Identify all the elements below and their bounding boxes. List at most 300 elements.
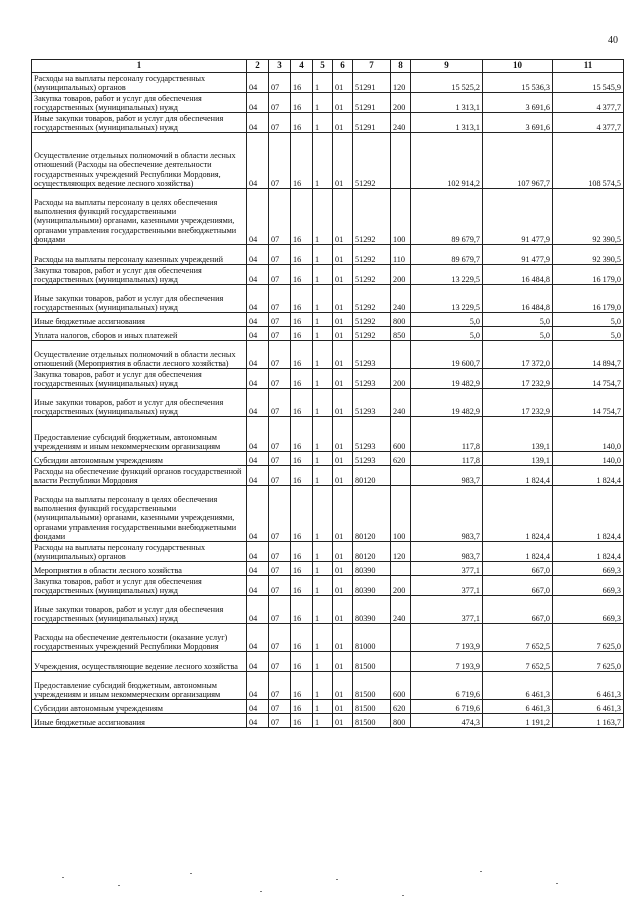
cell-c4: 16 [291, 652, 313, 672]
cell-c10: 91 477,9 [483, 189, 553, 245]
cell-c3: 07 [269, 341, 291, 369]
cell-c6: 01 [333, 189, 353, 245]
cell-c10: 16 484,8 [483, 285, 553, 313]
cell-c4: 16 [291, 389, 313, 417]
table-row [32, 341, 624, 369]
cell-c5: 1 [313, 389, 333, 417]
cell-c6: 01 [333, 245, 353, 265]
table-row [32, 313, 624, 327]
cell-c9: 6 719,6 [411, 700, 483, 714]
cell-c3: 07 [269, 652, 291, 672]
cell-c5: 1 [313, 672, 333, 700]
cell-c8: 110 [391, 245, 411, 265]
cell-c4: 16 [291, 596, 313, 624]
cell-c5: 1 [313, 466, 333, 486]
cell-c5: 1 [313, 542, 333, 562]
cell-c7: 81500 [353, 652, 391, 672]
cell-c9: 13 229,5 [411, 265, 483, 285]
cell-c8 [391, 341, 411, 369]
cell-c10: 667,0 [483, 596, 553, 624]
cell-c2: 04 [247, 562, 269, 576]
table-row [32, 624, 624, 652]
table-row [32, 327, 624, 341]
table-row [32, 113, 624, 133]
cell-c10: 3 691,6 [483, 113, 553, 133]
cell-c9: 474,3 [411, 714, 483, 728]
cell-c6: 01 [333, 133, 353, 189]
cell-c9: 983,7 [411, 486, 483, 542]
cell-c6: 01 [333, 73, 353, 93]
cell-c3: 07 [269, 389, 291, 417]
cell-c2: 04 [247, 93, 269, 113]
cell-c7: 51292 [353, 265, 391, 285]
cell-c11: 1 824,4 [553, 466, 624, 486]
column-header: 4 [291, 60, 313, 73]
cell-c5: 1 [313, 700, 333, 714]
cell-c7: 51293 [353, 389, 391, 417]
cell-c11: 4 377,7 [553, 93, 624, 113]
cell-c3: 07 [269, 624, 291, 652]
cell-c5: 1 [313, 652, 333, 672]
cell-c5: 1 [313, 624, 333, 652]
cell-c10: 16 484,8 [483, 265, 553, 285]
cell-c8: 100 [391, 189, 411, 245]
cell-c6: 01 [333, 576, 353, 596]
cell-c6: 01 [333, 285, 353, 313]
cell-c4: 16 [291, 265, 313, 285]
cell-c5: 1 [313, 417, 333, 452]
cell-c10: 3 691,6 [483, 93, 553, 113]
table-row [32, 576, 624, 596]
column-header: 9 [411, 60, 483, 73]
column-header: 8 [391, 60, 411, 73]
row-label: Расходы на выплаты персоналу в целях обеспечения выполнения функций государственными (муниципальными) органами, казенными учреждениями, органами управления государственными внебюджетными фондами [32, 189, 247, 245]
cell-c6: 01 [333, 389, 353, 417]
cell-c6: 01 [333, 417, 353, 452]
cell-c8: 240 [391, 389, 411, 417]
cell-c3: 07 [269, 369, 291, 389]
cell-c8: 620 [391, 452, 411, 466]
table-row [32, 265, 624, 285]
table-row [32, 714, 624, 728]
cell-c8 [391, 562, 411, 576]
cell-c10: 1 824,4 [483, 466, 553, 486]
row-label: Иные закупки товаров, работ и услуг для обеспечения государственных (муниципальных) нужд [32, 389, 247, 417]
table-row [32, 562, 624, 576]
row-label: Закупка товаров, работ и услуг для обеспечения государственных (муниципальных) нужд [32, 93, 247, 113]
cell-c7: 51291 [353, 73, 391, 93]
cell-c4: 16 [291, 327, 313, 341]
cell-c10: 7 652,5 [483, 624, 553, 652]
table-row [32, 652, 624, 672]
cell-c5: 1 [313, 562, 333, 576]
cell-c11: 140,0 [553, 417, 624, 452]
cell-c5: 1 [313, 452, 333, 466]
cell-c9: 7 193,9 [411, 652, 483, 672]
cell-c2: 04 [247, 652, 269, 672]
cell-c3: 07 [269, 542, 291, 562]
cell-c4: 16 [291, 576, 313, 596]
cell-c8: 200 [391, 576, 411, 596]
cell-c9: 377,1 [411, 576, 483, 596]
row-label: Иные бюджетные ассигнования [32, 313, 247, 327]
cell-c8 [391, 624, 411, 652]
cell-c8: 200 [391, 93, 411, 113]
cell-c11: 15 545,9 [553, 73, 624, 93]
cell-c2: 04 [247, 113, 269, 133]
cell-c7: 80390 [353, 562, 391, 576]
cell-c10: 7 652,5 [483, 652, 553, 672]
cell-c5: 1 [313, 714, 333, 728]
scan-specks [0, 865, 640, 905]
cell-c9: 117,8 [411, 417, 483, 452]
cell-c3: 07 [269, 417, 291, 452]
cell-c3: 07 [269, 73, 291, 93]
cell-c4: 16 [291, 417, 313, 452]
cell-c5: 1 [313, 596, 333, 624]
row-label: Субсидии автономным учреждениям [32, 452, 247, 466]
cell-c9: 983,7 [411, 542, 483, 562]
row-label: Расходы на выплаты персоналу в целях обеспечения выполнения функций государственными (муниципальными) органами, казенными учреждениями, органами управления государственными внебюджетными фондами [32, 486, 247, 542]
cell-c2: 04 [247, 245, 269, 265]
cell-c2: 04 [247, 700, 269, 714]
cell-c3: 07 [269, 327, 291, 341]
row-label: Субсидии автономным учреждениям [32, 700, 247, 714]
cell-c2: 04 [247, 285, 269, 313]
cell-c2: 04 [247, 486, 269, 542]
cell-c8: 240 [391, 113, 411, 133]
cell-c4: 16 [291, 562, 313, 576]
column-header: 1 [32, 60, 247, 73]
row-label: Закупка товаров, работ и услуг для обеспечения государственных (муниципальных) нужд [32, 265, 247, 285]
header-row [32, 60, 624, 73]
cell-c9: 7 193,9 [411, 624, 483, 652]
cell-c5: 1 [313, 73, 333, 93]
cell-c9: 983,7 [411, 466, 483, 486]
cell-c3: 07 [269, 576, 291, 596]
cell-c2: 04 [247, 466, 269, 486]
cell-c7: 80120 [353, 486, 391, 542]
cell-c7: 51292 [353, 245, 391, 265]
cell-c11: 669,3 [553, 562, 624, 576]
cell-c8 [391, 466, 411, 486]
table-row [32, 700, 624, 714]
cell-c5: 1 [313, 576, 333, 596]
cell-c8: 850 [391, 327, 411, 341]
cell-c11: 1 163,7 [553, 714, 624, 728]
cell-c2: 04 [247, 341, 269, 369]
cell-c10: 17 232,9 [483, 389, 553, 417]
cell-c2: 04 [247, 265, 269, 285]
cell-c3: 07 [269, 93, 291, 113]
cell-c11: 5,0 [553, 327, 624, 341]
cell-c8: 620 [391, 700, 411, 714]
cell-c3: 07 [269, 466, 291, 486]
cell-c9: 1 313,1 [411, 93, 483, 113]
cell-c4: 16 [291, 624, 313, 652]
cell-c6: 01 [333, 596, 353, 624]
cell-c11: 6 461,3 [553, 700, 624, 714]
cell-c9: 89 679,7 [411, 189, 483, 245]
cell-c10: 139,1 [483, 452, 553, 466]
cell-c6: 01 [333, 93, 353, 113]
cell-c2: 04 [247, 452, 269, 466]
cell-c5: 1 [313, 133, 333, 189]
page-number: 40 [608, 35, 618, 46]
cell-c9: 5,0 [411, 327, 483, 341]
cell-c11: 1 824,4 [553, 542, 624, 562]
cell-c2: 04 [247, 672, 269, 700]
cell-c6: 01 [333, 714, 353, 728]
cell-c7: 51292 [353, 313, 391, 327]
cell-c4: 16 [291, 313, 313, 327]
cell-c8: 240 [391, 596, 411, 624]
cell-c5: 1 [313, 369, 333, 389]
cell-c11: 14 894,7 [553, 341, 624, 369]
cell-c10: 6 461,3 [483, 672, 553, 700]
cell-c2: 04 [247, 327, 269, 341]
cell-c7: 81000 [353, 624, 391, 652]
cell-c10: 107 967,7 [483, 133, 553, 189]
cell-c5: 1 [313, 189, 333, 245]
cell-c2: 04 [247, 596, 269, 624]
cell-c6: 01 [333, 452, 353, 466]
cell-c10: 17 232,9 [483, 369, 553, 389]
cell-c10: 5,0 [483, 327, 553, 341]
cell-c6: 01 [333, 542, 353, 562]
cell-c7: 51292 [353, 327, 391, 341]
cell-c5: 1 [313, 313, 333, 327]
cell-c4: 16 [291, 189, 313, 245]
cell-c7: 51292 [353, 189, 391, 245]
row-label: Закупка товаров, работ и услуг для обеспечения государственных (муниципальных) нужд [32, 576, 247, 596]
cell-c7: 80390 [353, 576, 391, 596]
cell-c6: 01 [333, 700, 353, 714]
row-label: Предоставление субсидий бюджетным, автономным учреждениям и иным некоммерческим организациям [32, 417, 247, 452]
row-label: Уплата налогов, сборов и иных платежей [32, 327, 247, 341]
row-label: Расходы на обеспечение деятельности (оказание услуг) государственных учреждений Республики Мордовия [32, 624, 247, 652]
cell-c5: 1 [313, 93, 333, 113]
cell-c9: 377,1 [411, 596, 483, 624]
cell-c7: 51292 [353, 133, 391, 189]
cell-c2: 04 [247, 369, 269, 389]
table-row [32, 452, 624, 466]
cell-c7: 80120 [353, 542, 391, 562]
cell-c7: 51293 [353, 417, 391, 452]
row-label: Иные закупки товаров, работ и услуг для обеспечения государственных (муниципальных) нужд [32, 285, 247, 313]
cell-c3: 07 [269, 113, 291, 133]
cell-c3: 07 [269, 133, 291, 189]
row-label: Учреждения, осуществляющие ведение лесного хозяйства [32, 652, 247, 672]
table-body [32, 73, 624, 728]
cell-c2: 04 [247, 576, 269, 596]
cell-c4: 16 [291, 542, 313, 562]
cell-c11: 16 179,0 [553, 285, 624, 313]
cell-c3: 07 [269, 245, 291, 265]
cell-c2: 04 [247, 624, 269, 652]
cell-c3: 07 [269, 265, 291, 285]
table-row [32, 73, 624, 93]
cell-c7: 51291 [353, 113, 391, 133]
cell-c3: 07 [269, 313, 291, 327]
cell-c11: 4 377,7 [553, 113, 624, 133]
cell-c10: 139,1 [483, 417, 553, 452]
cell-c3: 07 [269, 452, 291, 466]
cell-c8: 600 [391, 417, 411, 452]
cell-c6: 01 [333, 341, 353, 369]
cell-c10: 1 191,2 [483, 714, 553, 728]
cell-c11: 7 625,0 [553, 652, 624, 672]
budget-table [31, 59, 624, 728]
cell-c8 [391, 133, 411, 189]
cell-c6: 01 [333, 672, 353, 700]
cell-c2: 04 [247, 714, 269, 728]
row-label: Предоставление субсидий бюджетным, автономным учреждениям и иным некоммерческим организациям [32, 672, 247, 700]
cell-c10: 6 461,3 [483, 700, 553, 714]
cell-c5: 1 [313, 265, 333, 285]
cell-c6: 01 [333, 624, 353, 652]
cell-c5: 1 [313, 113, 333, 133]
cell-c4: 16 [291, 466, 313, 486]
cell-c6: 01 [333, 486, 353, 542]
cell-c5: 1 [313, 285, 333, 313]
column-header: 7 [353, 60, 391, 73]
cell-c4: 16 [291, 245, 313, 265]
row-label: Иные бюджетные ассигнования [32, 714, 247, 728]
cell-c10: 1 824,4 [483, 486, 553, 542]
cell-c11: 14 754,7 [553, 389, 624, 417]
row-label: Закупка товаров, работ и услуг для обеспечения государственных (муниципальных) нужд [32, 369, 247, 389]
cell-c3: 07 [269, 486, 291, 542]
cell-c3: 07 [269, 672, 291, 700]
cell-c8: 120 [391, 73, 411, 93]
cell-c4: 16 [291, 285, 313, 313]
cell-c11: 669,3 [553, 596, 624, 624]
row-label: Иные закупки товаров, работ и услуг для обеспечения государственных (муниципальных) нужд [32, 113, 247, 133]
cell-c3: 07 [269, 596, 291, 624]
cell-c11: 92 390,5 [553, 189, 624, 245]
cell-c9: 19 482,9 [411, 369, 483, 389]
cell-c2: 04 [247, 189, 269, 245]
column-header: 11 [553, 60, 624, 73]
cell-c8 [391, 652, 411, 672]
cell-c11: 6 461,3 [553, 672, 624, 700]
cell-c7: 51293 [353, 452, 391, 466]
cell-c11: 1 824,4 [553, 486, 624, 542]
cell-c4: 16 [291, 133, 313, 189]
cell-c11: 92 390,5 [553, 245, 624, 265]
cell-c9: 1 313,1 [411, 113, 483, 133]
row-label: Осуществление отдельных полномочий в области лесных отношений (Мероприятия в области лесного хозяйства) [32, 341, 247, 369]
cell-c9: 117,8 [411, 452, 483, 466]
cell-c2: 04 [247, 389, 269, 417]
cell-c4: 16 [291, 93, 313, 113]
cell-c2: 04 [247, 73, 269, 93]
cell-c10: 1 824,4 [483, 542, 553, 562]
cell-c9: 15 525,2 [411, 73, 483, 93]
row-label: Мероприятия в области лесного хозяйства [32, 562, 247, 576]
cell-c5: 1 [313, 245, 333, 265]
column-header: 10 [483, 60, 553, 73]
table-row [32, 189, 624, 245]
cell-c3: 07 [269, 714, 291, 728]
cell-c4: 16 [291, 369, 313, 389]
cell-c2: 04 [247, 417, 269, 452]
cell-c7: 81500 [353, 700, 391, 714]
cell-c7: 51291 [353, 93, 391, 113]
cell-c4: 16 [291, 113, 313, 133]
cell-c11: 14 754,7 [553, 369, 624, 389]
cell-c3: 07 [269, 562, 291, 576]
column-header: 3 [269, 60, 291, 73]
cell-c9: 13 229,5 [411, 285, 483, 313]
table-row [32, 245, 624, 265]
cell-c6: 01 [333, 369, 353, 389]
cell-c5: 1 [313, 341, 333, 369]
cell-c4: 16 [291, 341, 313, 369]
cell-c8: 200 [391, 369, 411, 389]
cell-c9: 6 719,6 [411, 672, 483, 700]
cell-c9: 19 600,7 [411, 341, 483, 369]
cell-c8: 240 [391, 285, 411, 313]
cell-c10: 667,0 [483, 576, 553, 596]
cell-c7: 80390 [353, 596, 391, 624]
cell-c11: 108 574,5 [553, 133, 624, 189]
cell-c3: 07 [269, 285, 291, 313]
cell-c9: 89 679,7 [411, 245, 483, 265]
column-header: 6 [333, 60, 353, 73]
cell-c10: 667,0 [483, 562, 553, 576]
table-row [32, 369, 624, 389]
table-row [32, 486, 624, 542]
cell-c9: 102 914,2 [411, 133, 483, 189]
cell-c5: 1 [313, 327, 333, 341]
cell-c10: 5,0 [483, 313, 553, 327]
cell-c7: 51293 [353, 369, 391, 389]
cell-c6: 01 [333, 313, 353, 327]
cell-c9: 377,1 [411, 562, 483, 576]
cell-c6: 01 [333, 265, 353, 285]
cell-c6: 01 [333, 466, 353, 486]
cell-c4: 16 [291, 714, 313, 728]
table-row [32, 542, 624, 562]
cell-c11: 140,0 [553, 452, 624, 466]
row-label: Расходы на выплаты персоналу казенных учреждений [32, 245, 247, 265]
cell-c7: 81500 [353, 714, 391, 728]
row-label: Иные закупки товаров, работ и услуг для обеспечения государственных (муниципальных) нужд [32, 596, 247, 624]
cell-c7: 51292 [353, 285, 391, 313]
cell-c3: 07 [269, 700, 291, 714]
cell-c5: 1 [313, 486, 333, 542]
column-header: 5 [313, 60, 333, 73]
cell-c4: 16 [291, 672, 313, 700]
cell-c8: 120 [391, 542, 411, 562]
cell-c8: 800 [391, 313, 411, 327]
row-label: Осуществление отдельных полномочий в области лесных отношений (Расходы на обеспечение деятельности государственных учреждений Республики Мордовия, осуществляющих ведение лесного хозяйства) [32, 133, 247, 189]
cell-c2: 04 [247, 313, 269, 327]
cell-c11: 669,3 [553, 576, 624, 596]
cell-c7: 51293 [353, 341, 391, 369]
table-row [32, 93, 624, 113]
row-label: Расходы на обеспечение функций органов государственной власти Республики Мордовия [32, 466, 247, 486]
table-row [32, 417, 624, 452]
cell-c8: 800 [391, 714, 411, 728]
cell-c11: 7 625,0 [553, 624, 624, 652]
cell-c11: 5,0 [553, 313, 624, 327]
cell-c2: 04 [247, 133, 269, 189]
table-row [32, 389, 624, 417]
cell-c6: 01 [333, 327, 353, 341]
